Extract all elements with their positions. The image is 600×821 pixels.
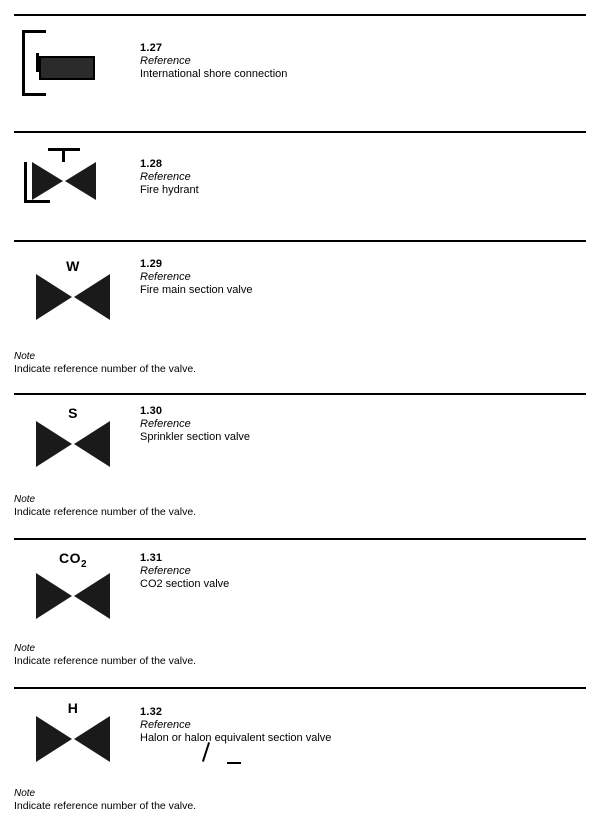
entry-text-1-28 bbox=[140, 158, 580, 197]
section-valve-icon bbox=[36, 716, 110, 762]
shore-connection-icon bbox=[22, 30, 94, 96]
divider-5 bbox=[14, 687, 586, 689]
reference-label: Reference bbox=[140, 565, 191, 577]
note-text: Indicate reference number of the valve. bbox=[14, 655, 197, 667]
entry-text-1-30 bbox=[140, 405, 580, 444]
reference-number: 1.32 bbox=[140, 706, 163, 718]
reference-label: Reference bbox=[140, 271, 191, 283]
reference-number: 1.28 bbox=[140, 158, 163, 170]
valve-letter: H bbox=[67, 700, 79, 716]
note-title: Note bbox=[14, 643, 36, 654]
divider-1 bbox=[14, 131, 586, 133]
symbol-sprinkler-section-valve bbox=[14, 405, 132, 467]
reference-description: Halon or halon equivalent section valve bbox=[140, 732, 332, 744]
symbol-shore-connection bbox=[14, 30, 132, 96]
reference-number: 1.30 bbox=[140, 405, 163, 417]
fire-hydrant-icon bbox=[24, 148, 104, 206]
note-1-32 bbox=[14, 788, 414, 813]
reference-description: Fire main section valve bbox=[140, 284, 253, 296]
reference-description: CO2 section valve bbox=[140, 578, 230, 590]
section-valve-icon bbox=[36, 573, 110, 619]
section-valve-icon bbox=[36, 274, 110, 320]
symbol-fire-main-section-valve bbox=[14, 258, 132, 320]
reference-number: 1.31 bbox=[140, 552, 163, 564]
symbol-fire-hydrant bbox=[14, 148, 132, 206]
entry-text-1-31 bbox=[140, 552, 580, 591]
divider-3 bbox=[14, 393, 586, 395]
reference-label: Reference bbox=[140, 719, 191, 731]
reference-number: 1.27 bbox=[140, 42, 163, 54]
divider-4 bbox=[14, 538, 586, 540]
reference-description: International shore connection bbox=[140, 68, 288, 80]
reference-label: Reference bbox=[140, 171, 191, 183]
entry-text-1-29 bbox=[140, 258, 580, 297]
reference-label: Reference bbox=[140, 418, 191, 430]
note-title: Note bbox=[14, 494, 36, 505]
reference-description: Fire hydrant bbox=[140, 184, 199, 196]
valve-letter: W bbox=[66, 258, 80, 274]
section-valve-icon bbox=[36, 421, 110, 467]
note-1-29 bbox=[14, 351, 414, 376]
divider-2 bbox=[14, 240, 586, 242]
note-title: Note bbox=[14, 351, 36, 362]
divider-top bbox=[14, 14, 586, 16]
reference-description: Sprinkler section valve bbox=[140, 431, 251, 443]
note-1-31 bbox=[14, 643, 414, 668]
valve-letter: S bbox=[68, 405, 78, 421]
note-text: Indicate reference number of the valve. bbox=[14, 800, 197, 812]
note-text: Indicate reference number of the valve. bbox=[14, 363, 197, 375]
valve-letter: $CO_2$ bbox=[58, 550, 88, 570]
note-text: Indicate reference number of the valve. bbox=[14, 506, 197, 518]
note-1-30 bbox=[14, 494, 414, 519]
reference-number: 1.29 bbox=[140, 258, 163, 270]
entry-text-1-32 bbox=[140, 706, 580, 745]
handwritten-mark bbox=[205, 742, 245, 766]
symbol-halon-section-valve bbox=[14, 700, 132, 762]
note-title: Note bbox=[14, 788, 36, 799]
symbol-co2-section-valve bbox=[14, 550, 132, 619]
reference-label: Reference bbox=[140, 55, 191, 67]
entry-text-1-27 bbox=[140, 42, 580, 81]
